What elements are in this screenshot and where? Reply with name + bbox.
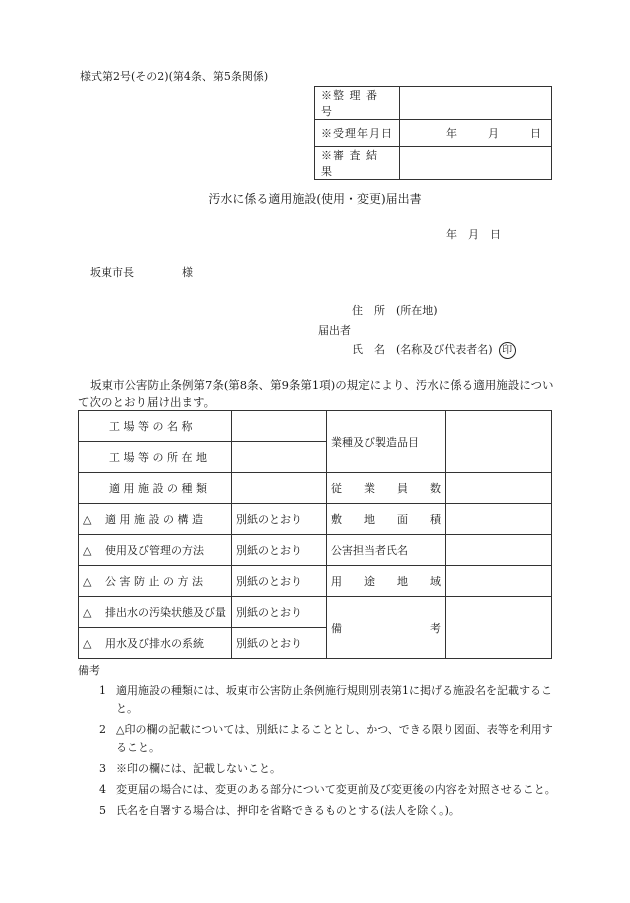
zone-use-field: [446, 566, 552, 597]
discharge-state-field: 別紙のとおり: [232, 597, 327, 628]
review-result-label: ※審 査 結 果: [315, 147, 400, 180]
seal-icon: 印: [499, 342, 516, 359]
addressee: [90, 264, 193, 280]
prevention-label: △ 公 害 防 止 の 方 法: [79, 566, 232, 597]
triangle-icon: △: [83, 544, 92, 557]
reference-number-label: ※整 理 番 号: [315, 87, 400, 120]
usage-method-field: 別紙のとおり: [232, 535, 327, 566]
factory-name-label: 工 場 等 の 名 称: [79, 411, 232, 442]
triangle-icon: △: [83, 605, 92, 619]
addressee-suffix: 様: [182, 266, 193, 279]
notifier-label: 届出者: [318, 324, 351, 337]
notes-heading: 備考: [78, 664, 100, 677]
manager-name-label: 公害担当者氏名: [327, 535, 446, 566]
triangle-icon: △: [83, 637, 92, 650]
site-area-label: 敷 地 面 積: [327, 504, 446, 535]
receipt-month-unit: 月: [488, 127, 499, 140]
addressee-name: 坂東市長: [90, 266, 134, 279]
notes-list: [78, 682, 556, 823]
remarks-label: 備 考: [327, 597, 446, 659]
manager-name-field: [446, 535, 552, 566]
receipt-date-label: ※受理年月日: [315, 120, 400, 147]
receipt-year-unit: 年: [446, 127, 457, 140]
structure-label: △ 適 用 施 設 の 構 造: [79, 504, 232, 535]
zone-use-label: 用 途 地 域: [327, 566, 446, 597]
site-area-field: [446, 504, 552, 535]
reference-number-field: [400, 87, 552, 120]
document-title: 汚水に係る適用施設(使用・変更)届出書: [208, 192, 422, 206]
receipt-date-field: [400, 120, 552, 147]
water-system-label: △ 用水及び排水の系統: [79, 628, 232, 659]
office-use-box: [314, 86, 552, 180]
body-text: 坂東市公害防止条例第7条(第8条、第9条第1項)の規定により、汚水に係る適用施設について次のとおり届け出ます。: [78, 378, 554, 409]
triangle-icon: △: [83, 513, 92, 526]
submission-date: 年 月 日: [446, 228, 501, 241]
structure-field: 別紙のとおり: [232, 504, 327, 535]
note-item: 2 △印の欄の記載については、別紙によることとし、かつ、できる限り図面、表等を利用すること。: [99, 723, 553, 754]
receipt-day-unit: 日: [530, 127, 541, 140]
review-result-field: [400, 147, 552, 180]
note-item: 3 ※印の欄には、記載しないこと。: [99, 762, 281, 775]
factory-location-label: 工 場 等 の 所 在 地: [79, 442, 232, 473]
factory-location-field: [232, 442, 327, 473]
usage-method-label: △ 使用及び管理の方法: [79, 535, 232, 566]
triangle-icon: △: [83, 575, 92, 588]
water-system-field: 別紙のとおり: [232, 628, 327, 659]
industry-label: 業種及び製造品目: [327, 411, 446, 473]
factory-name-field: [232, 411, 327, 442]
note-item: 4 変更届の場合には、変更のある部分について変更前及び変更後の内容を対照させること。: [99, 783, 556, 796]
facility-table: [78, 410, 552, 659]
remarks-field: [446, 597, 552, 659]
applicant-address-label: 住 所 (所在地): [352, 304, 438, 317]
industry-field: [446, 411, 552, 473]
applicant-name-row: [352, 341, 516, 359]
employees-label: 従 業 員 数: [327, 473, 446, 504]
discharge-state-label: △ 排出水の汚染状態及び量: [79, 597, 232, 628]
employees-field: [446, 473, 552, 504]
applicant-name-label: 氏 名 (名称及び代表者名): [352, 343, 493, 356]
facility-type-field: [232, 473, 327, 504]
facility-type-label: 適 用 施 設 の 種 類: [79, 473, 232, 504]
note-item: 5 氏名を自署する場合は、押印を省略できるものとする(法人を除く。)。: [99, 804, 460, 817]
form-number-label: 様式第2号(その2)(第4条、第5条関係): [80, 70, 269, 83]
note-item: 1 適用施設の種類には、坂東市公害防止条例施行規則別表第1に掲げる施設名を記載すること。: [99, 684, 552, 715]
prevention-field: 別紙のとおり: [232, 566, 327, 597]
